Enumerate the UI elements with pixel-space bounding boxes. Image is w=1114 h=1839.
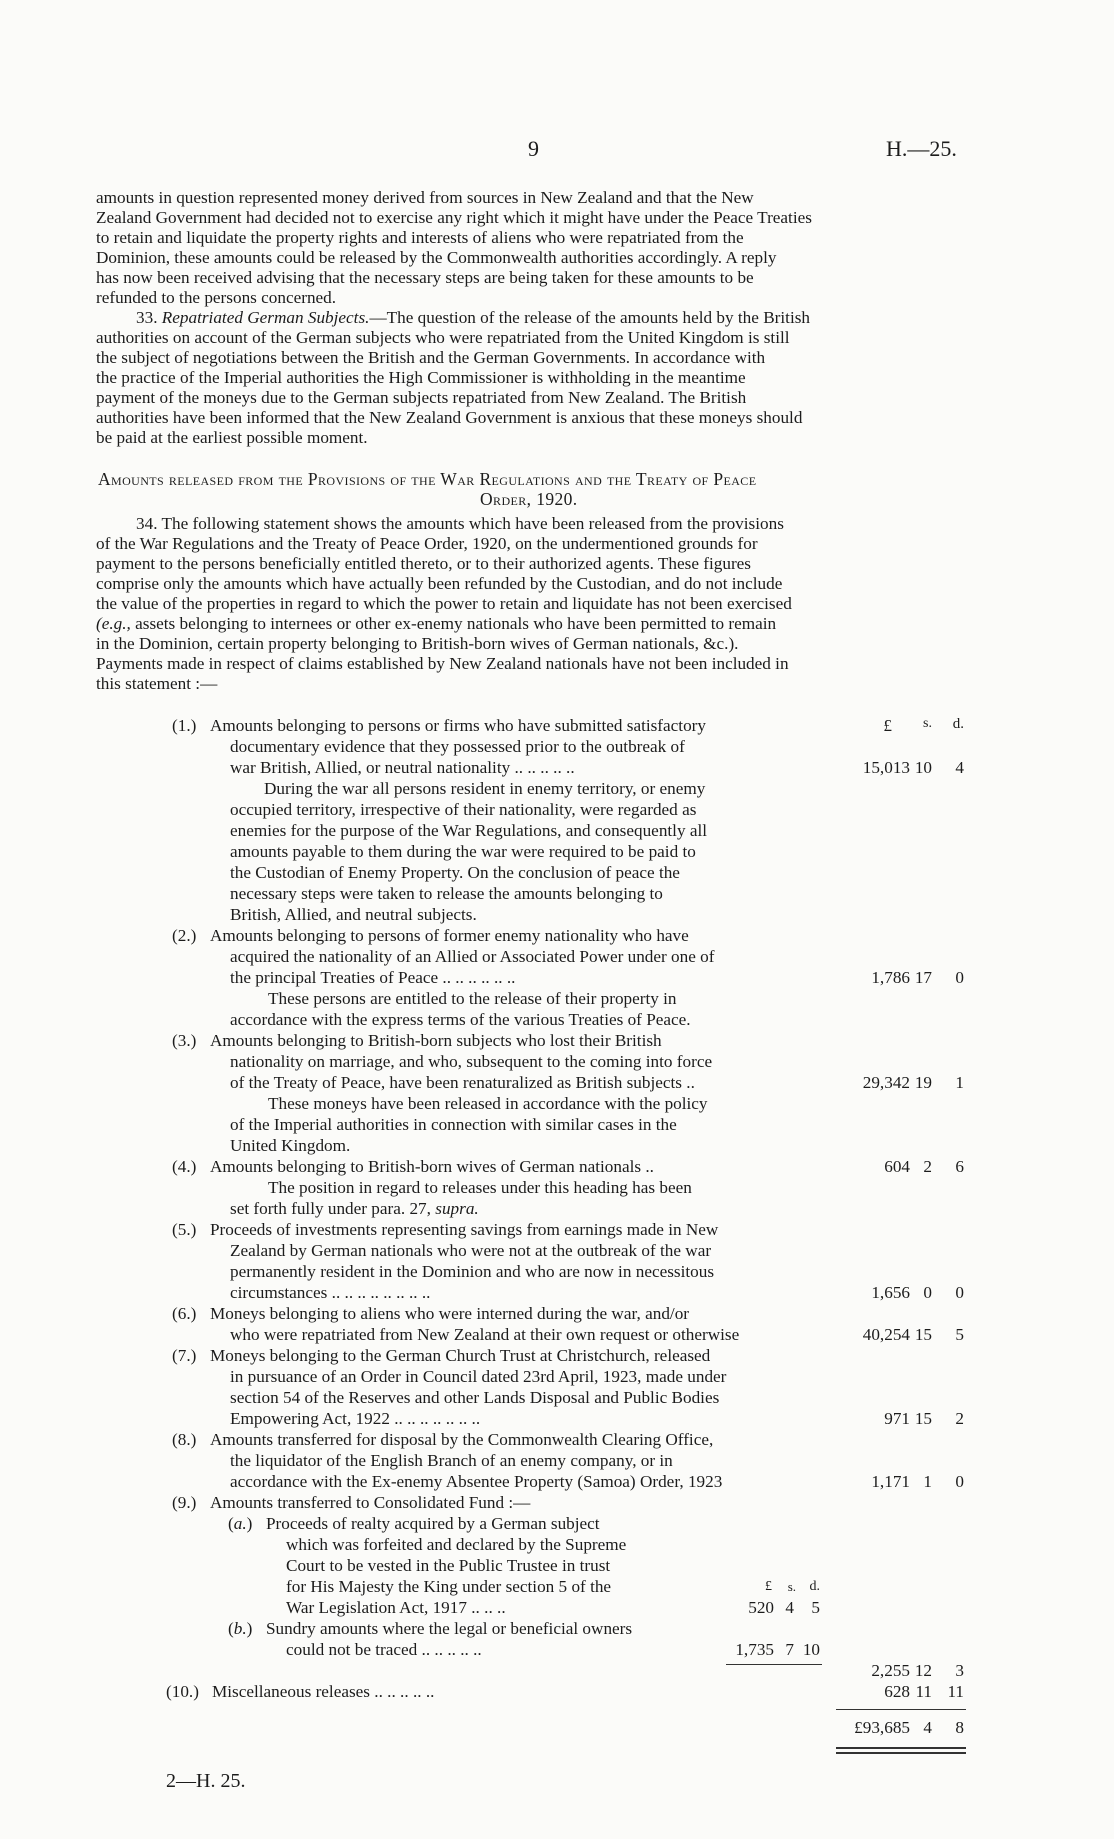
sub-item-label: (b.) — [228, 1619, 253, 1638]
item-label: (3.) — [172, 1031, 197, 1050]
text-line: War Legislation Act, 1917 .. .. .. — [286, 1598, 506, 1617]
text-line: Proceeds of investments representing savings from earnings made in New — [210, 1220, 719, 1239]
amount-pence: 0 — [955, 1472, 964, 1491]
item-note: British, Allied, and neutral subjects. — [230, 905, 477, 924]
amount-pence: 1 — [955, 1073, 964, 1092]
text-line: Amounts belonging to British-born wives of German nationals .. — [210, 1157, 654, 1176]
text-line: Empowering Act, 1922 .. .. .. .. .. .. .. — [230, 1409, 481, 1428]
text-line: authorities on account of the German subjects who were repatriated from the United Kingdom is still — [96, 328, 790, 347]
amount-pounds: 15,013 — [862, 758, 910, 777]
sub-amount-shillings: 4 — [785, 1598, 794, 1617]
total-shillings: 4 — [923, 1718, 932, 1737]
amount-shillings: 19 — [914, 1073, 932, 1092]
col-head-shillings: s. — [923, 716, 932, 731]
text-line: Amounts belonging to persons or firms who have submitted satisfactory — [210, 716, 706, 735]
sub-col-head-shillings: s. — [787, 1579, 796, 1594]
amount-shillings: 0 — [923, 1283, 932, 1302]
amount-pence: 4 — [955, 758, 964, 777]
text-line: Zealand Government had decided not to exercise any right which it might have under the Peace Treaties — [96, 208, 812, 227]
text-line: Moneys belonging to aliens who were interned during the war, and/or — [210, 1304, 690, 1323]
text-line: acquired the nationality of an Allied or Associated Power under one of — [230, 947, 715, 966]
item-note: occupied territory, irrespective of their nationality, were regarded as — [230, 800, 697, 819]
amount-pence: 6 — [955, 1157, 964, 1176]
text-line: which was forfeited and declared by the Supreme — [286, 1535, 627, 1554]
text-line: in pursuance of an Order in Council dated 23rd April, 1923, made under — [230, 1367, 727, 1386]
amount-pence: 11 — [947, 1682, 964, 1701]
amount-pounds: 628 — [884, 1682, 910, 1701]
text-line: comprise only the amounts which have actually been refunded by the Custodian, and do not include — [96, 574, 783, 593]
text-line: of the War Regulations and the Treaty of Peace Order, 1920, on the undermentioned grounds for — [96, 534, 758, 553]
amount-pounds: 2,255 — [871, 1661, 910, 1680]
amount-shillings: 12 — [914, 1661, 932, 1680]
sub-amount-pounds: 520 — [748, 1598, 774, 1617]
item-label: (8.) — [172, 1430, 197, 1449]
amount-shillings: 15 — [914, 1409, 932, 1428]
section-title-line2: Order, 1920. — [480, 489, 578, 509]
text-line: permanently resident in the Dominion and who are now in necessitous — [230, 1262, 715, 1281]
item-label: (9.) — [172, 1493, 197, 1512]
amount-pounds: 604 — [884, 1157, 910, 1176]
col-head-pounds: £ — [883, 716, 892, 735]
text-line: for His Majesty the King under section 5 of the — [286, 1577, 612, 1596]
text-line: accordance with the Ex-enemy Absentee Property (Samoa) Order, 1923 — [230, 1472, 723, 1491]
item-label: (6.) — [172, 1304, 197, 1323]
text-line: payment of the moneys due to the German subjects repatriated from New Zealand. The British — [96, 388, 747, 407]
section-title-line1: Amounts released from the Provisions of the War Regulations and the Treaty of Peace — [98, 469, 757, 489]
text-line: authorities have been informed that the New Zealand Government is anxious that these moneys should — [96, 408, 803, 427]
amount-shillings: 15 — [914, 1325, 932, 1344]
item-note: the Custodian of Enemy Property. On the conclusion of peace the — [230, 863, 680, 882]
text-line: Sundry amounts where the legal or beneficial owners — [266, 1619, 633, 1638]
signature-mark: 2—H. 25. — [166, 1770, 246, 1792]
total-pence: 8 — [955, 1718, 964, 1737]
total-pounds: £93,685 — [854, 1718, 910, 1737]
text-line: who were repatriated from New Zealand at their own request or otherwise — [230, 1325, 740, 1344]
item-label: (4.) — [172, 1157, 197, 1176]
text-line: Zealand by German nationals who were not at the outbreak of the war — [230, 1241, 712, 1260]
text-line: Amounts transferred for disposal by the Commonwealth Clearing Office, — [210, 1430, 714, 1449]
amount-pounds: 29,342 — [862, 1073, 910, 1092]
total-rule-double-1 — [836, 1747, 966, 1749]
item-note: set forth fully under para. 27, supra. — [230, 1199, 479, 1218]
text-line: Miscellaneous releases .. .. .. .. .. — [212, 1682, 435, 1701]
item-note: amounts payable to them during the war were required to be paid to — [230, 842, 696, 861]
sub-item-label: (a.) — [228, 1514, 253, 1533]
text-line: the value of the properties in regard to which the power to retain and liquidate has not been exercised — [96, 594, 792, 613]
item-note: United Kingdom. — [230, 1136, 351, 1155]
sub-amount-pounds: 1,735 — [735, 1640, 774, 1659]
sub-col-head-pounds: £ — [765, 1579, 772, 1594]
text-line: the liquidator of the English Branch of an enemy company, or in — [230, 1451, 673, 1470]
text-line: Moneys belonging to the German Church Trust at Christchurch, released — [210, 1346, 711, 1365]
text-line: section 54 of the Reserves and other Lands Disposal and Public Bodies — [230, 1388, 720, 1407]
amount-pence: 2 — [955, 1409, 964, 1428]
item-note: During the war all persons resident in enemy territory, or enemy — [264, 779, 706, 798]
total-rule-top — [836, 1709, 966, 1710]
text-line: payment to the persons beneficially entitled thereto, or to their authorized agents. These figures — [96, 554, 751, 573]
text-line: this statement :— — [96, 674, 218, 693]
text-line: in the Dominion, certain property belonging to British-born wives of German nationals, &c.). — [96, 634, 739, 653]
item-note: enemies for the purpose of the War Regulations, and consequently all — [230, 821, 708, 840]
text-line: 34. The following statement shows the amounts which have been released from the provisions — [136, 514, 784, 533]
report-code: H.—25. — [886, 136, 957, 161]
text-line: the practice of the Imperial authorities the High Commissioner is withholding in the meantime — [96, 368, 746, 387]
text-line: Payments made in respect of claims established by New Zealand nationals have not been included in — [96, 654, 789, 673]
amount-shillings: 11 — [915, 1682, 932, 1701]
text-line: war British, Allied, or neutral nationality .. .. .. .. .. — [230, 758, 575, 777]
amount-pence: 0 — [955, 968, 964, 987]
text-line: the subject of negotiations between the British and the German Governments. In accordance with — [96, 348, 766, 367]
sub-col-head-pence: d. — [809, 1579, 820, 1594]
amount-pence: 5 — [955, 1325, 964, 1344]
amount-pounds: 1,171 — [871, 1472, 910, 1491]
item-note: necessary steps were taken to release the amounts belonging to — [230, 884, 663, 903]
amount-shillings: 17 — [914, 968, 932, 987]
item-label: (7.) — [172, 1346, 197, 1365]
sub-amount-pence: 5 — [811, 1598, 820, 1617]
sub-amount-pence: 10 — [802, 1640, 820, 1659]
amount-pence: 3 — [955, 1661, 964, 1680]
item-title: Amounts transferred to Consolidated Fund :— — [210, 1493, 531, 1512]
amount-pounds: 1,656 — [871, 1283, 910, 1302]
amount-pence: 0 — [955, 1283, 964, 1302]
item-note: accordance with the express terms of the various Treaties of Peace. — [230, 1010, 691, 1029]
text-line: 33. Repatriated German Subjects.—The question of the release of the amounts held by the British — [136, 308, 811, 327]
text-line: Court to be vested in the Public Trustee in trust — [286, 1556, 611, 1575]
page-number: 9 — [528, 136, 539, 161]
text-line: circumstances .. .. .. .. .. .. .. .. — [230, 1283, 431, 1302]
text-line: (e.g., assets belonging to internees or other ex-enemy nationals who have been permitted to remain — [96, 614, 777, 633]
item-note: of the Imperial authorities in connection with similar cases in the — [230, 1115, 677, 1134]
sub-amount-shillings: 7 — [785, 1640, 794, 1659]
amount-pounds: 1,786 — [871, 968, 910, 987]
item-label: (2.) — [172, 926, 197, 945]
text-line: be paid at the earliest possible moment. — [96, 428, 368, 447]
total-rule-double-2 — [836, 1752, 966, 1754]
item-note: These moneys have been released in accordance with the policy — [268, 1094, 708, 1113]
text-line: documentary evidence that they possessed prior to the outbreak of — [230, 737, 685, 756]
text-line: refunded to the persons concerned. — [96, 288, 337, 307]
text-line: Proceeds of realty acquired by a German subject — [266, 1514, 600, 1533]
text-line: to retain and liquidate the property rights and interests of aliens who were repatriated from the — [96, 228, 744, 247]
item-label: (5.) — [172, 1220, 197, 1239]
item-label: (1.) — [172, 716, 197, 735]
item-note: The position in regard to releases under this heading has been — [268, 1178, 692, 1197]
amount-shillings: 1 — [923, 1472, 932, 1491]
text-line: Dominion, these amounts could be released by the Commonwealth authorities accordingly. A reply — [96, 248, 777, 267]
item-note: These persons are entitled to the release of their property in — [268, 989, 677, 1008]
text-line: of the Treaty of Peace, have been renaturalized as British subjects .. — [230, 1073, 695, 1092]
text-line: Amounts belonging to persons of former enemy nationality who have — [210, 926, 689, 945]
amount-pounds: 971 — [884, 1409, 910, 1428]
item-label: (10.) — [166, 1682, 199, 1701]
text-line: nationality on marriage, and who, subsequent to the coming into force — [230, 1052, 713, 1071]
para-heading: Repatriated German Subjects. — [161, 308, 370, 327]
text-line: has now been received advising that the necessary steps are being taken for these amounts to be — [96, 268, 754, 287]
amount-shillings: 10 — [914, 758, 932, 777]
text-line: amounts in question represented money derived from sources in New Zealand and that the New — [96, 188, 754, 207]
col-head-pence: d. — [952, 716, 964, 732]
subtotal-rule — [726, 1664, 822, 1665]
amount-shillings: 2 — [923, 1157, 932, 1176]
text-line: the principal Treaties of Peace .. .. .. .. .. .. — [230, 968, 516, 987]
text-line: Amounts belonging to British-born subjects who lost their British — [210, 1031, 662, 1050]
amount-pounds: 40,254 — [862, 1325, 910, 1344]
text-line: could not be traced .. .. .. .. .. — [286, 1640, 482, 1659]
